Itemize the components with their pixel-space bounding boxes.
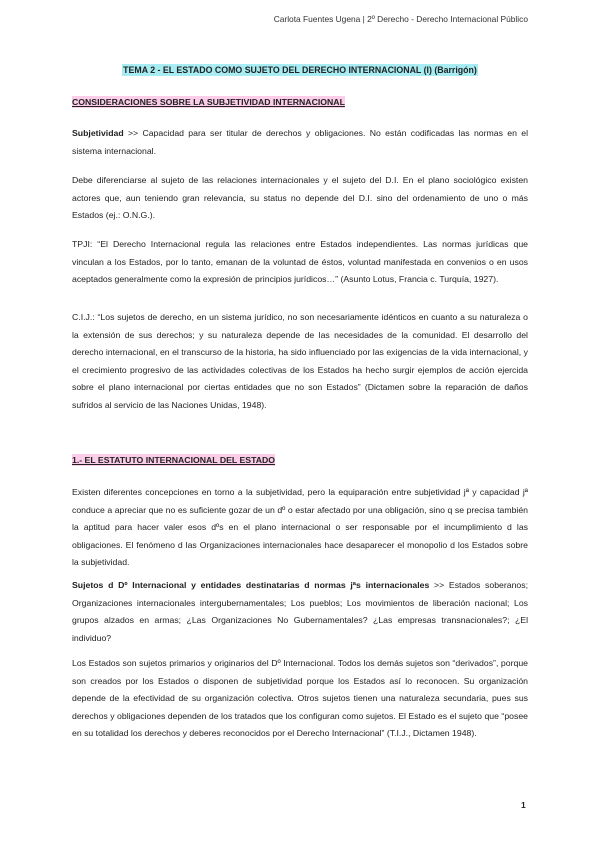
document-title-text: TEMA 2 - EL ESTADO COMO SUJETO DEL DERECHO INTERNACIONAL (I) (Barrigón)	[123, 65, 477, 75]
paragraph-subjetividad-text: >> Capacidad para ser titular de derechos y obligaciones. No están codificadas las normas en el sistema internacional.	[72, 128, 528, 156]
paragraph-diferenciacion: Debe diferenciarse al sujeto de las relaciones internacionales y el sujeto del D.I. En el plano sociológico existen actores que, aun teniendo gran relevancia, su status no depende del D.I. sino del ordenamiento de uno o más Estados (ej.: O.N.G.).	[72, 175, 528, 221]
document-title	[0, 65, 600, 75]
section-heading-subjetividad-text: CONSIDERACIONES SOBRE LA SUBJETIVIDAD INTERNACIONAL	[72, 97, 345, 107]
paragraph-subjetividad	[72, 125, 528, 160]
section-heading-estatuto-text: 1.- EL ESTATUTO INTERNACIONAL DEL ESTADO	[72, 455, 276, 465]
section-heading-subjetividad	[72, 94, 528, 112]
paragraph-concepciones: Existen diferentes concepciones en torno a la subjetividad, pero la equiparación entre subjetividad jª y capacidad jª conduce a apreciar que no es suficiente gozar de un dº o estar afectado por una obligación, sino q se precisa también la aptitud para hacer valer esos dºs en el plano internacional o ser responsable por el incumplimiento d las obligaciones. El fenómeno d las Organizaciones internacionales hace desaparecer el monopolio d los Estados sobre la subjetividad.	[72, 487, 528, 568]
paragraph-sujetos	[72, 577, 528, 647]
paragraph-estados: Los Estados son sujetos primarios y originarios del Dº Internacional. Todos los demás sujetos son “derivados”, porque son creados por los Estados o disponen de subjetividad porque los Estados así lo reconocen. Su organización depende de la efectividad de su organización colectiva. Otros sujetos tienen una naturaleza secundaria, pues sus derechos y obligaciones dependen de los tratados que los configuran como sujetos. El Estado es el sujeto que “posee en su totalidad los derechos y deberes reconocidos por el Derecho Internacional” (T.I.J., Dictamen 1948).	[72, 658, 528, 739]
term-sujetos: Sujetos d Dº Internacional y entidades destinatarias d normas jªs internacionales	[72, 580, 430, 590]
running-header: Carlota Fuentes Ugena | 2º Derecho - Derecho Internacional Público	[273, 14, 528, 24]
section-heading-estatuto	[72, 452, 528, 470]
term-subjetividad: Subjetividad	[72, 128, 124, 138]
paragraph-sujetos-text: >> Estados soberanos; Organizaciones internacionales intergubernamentales; Los pueblos; Los movimientos de liberación nacional; Los grupos alzados en armas; ¿Las Organizaciones No Gubernamentales? ¿Las empresas transnacionales?; ¿El individuo?	[72, 580, 529, 643]
paragraph-cij: C.I.J.: “Los sujetos de derecho, en un sistema jurídico, no son necesariamente idénticos en cuanto a su naturaleza o la extensión de sus derechos; y su naturaleza depende de las necesidades de la comunidad. El desarrollo del derecho internacional, en el transcurso de la historia, ha sido influenciado por las exigencias de la vida internacional, y el crecimiento progresivo de las actividades colectivas de los Estados ha hecho surgir ejemplos de acción ejercida sobre el plano internacional por ciertas entidades que no son Estados” (Dictamen sobre la reparación de daños sufridos al servicio de las Naciones Unidas, 1948).	[72, 312, 528, 410]
page-number: 1	[521, 800, 526, 810]
paragraph-tpji: TPJI: “El Derecho Internacional regula las relaciones entre Estados independientes. Las normas jurídicas que vinculan a los Estados, por lo tanto, emanan de la voluntad de éstos, voluntad manifestada en convenios o en usos aceptados generalmente como la expresión de principios jurídicos…” (Asunto Lotus, Francia c. Turquía, 1927).	[72, 239, 528, 285]
